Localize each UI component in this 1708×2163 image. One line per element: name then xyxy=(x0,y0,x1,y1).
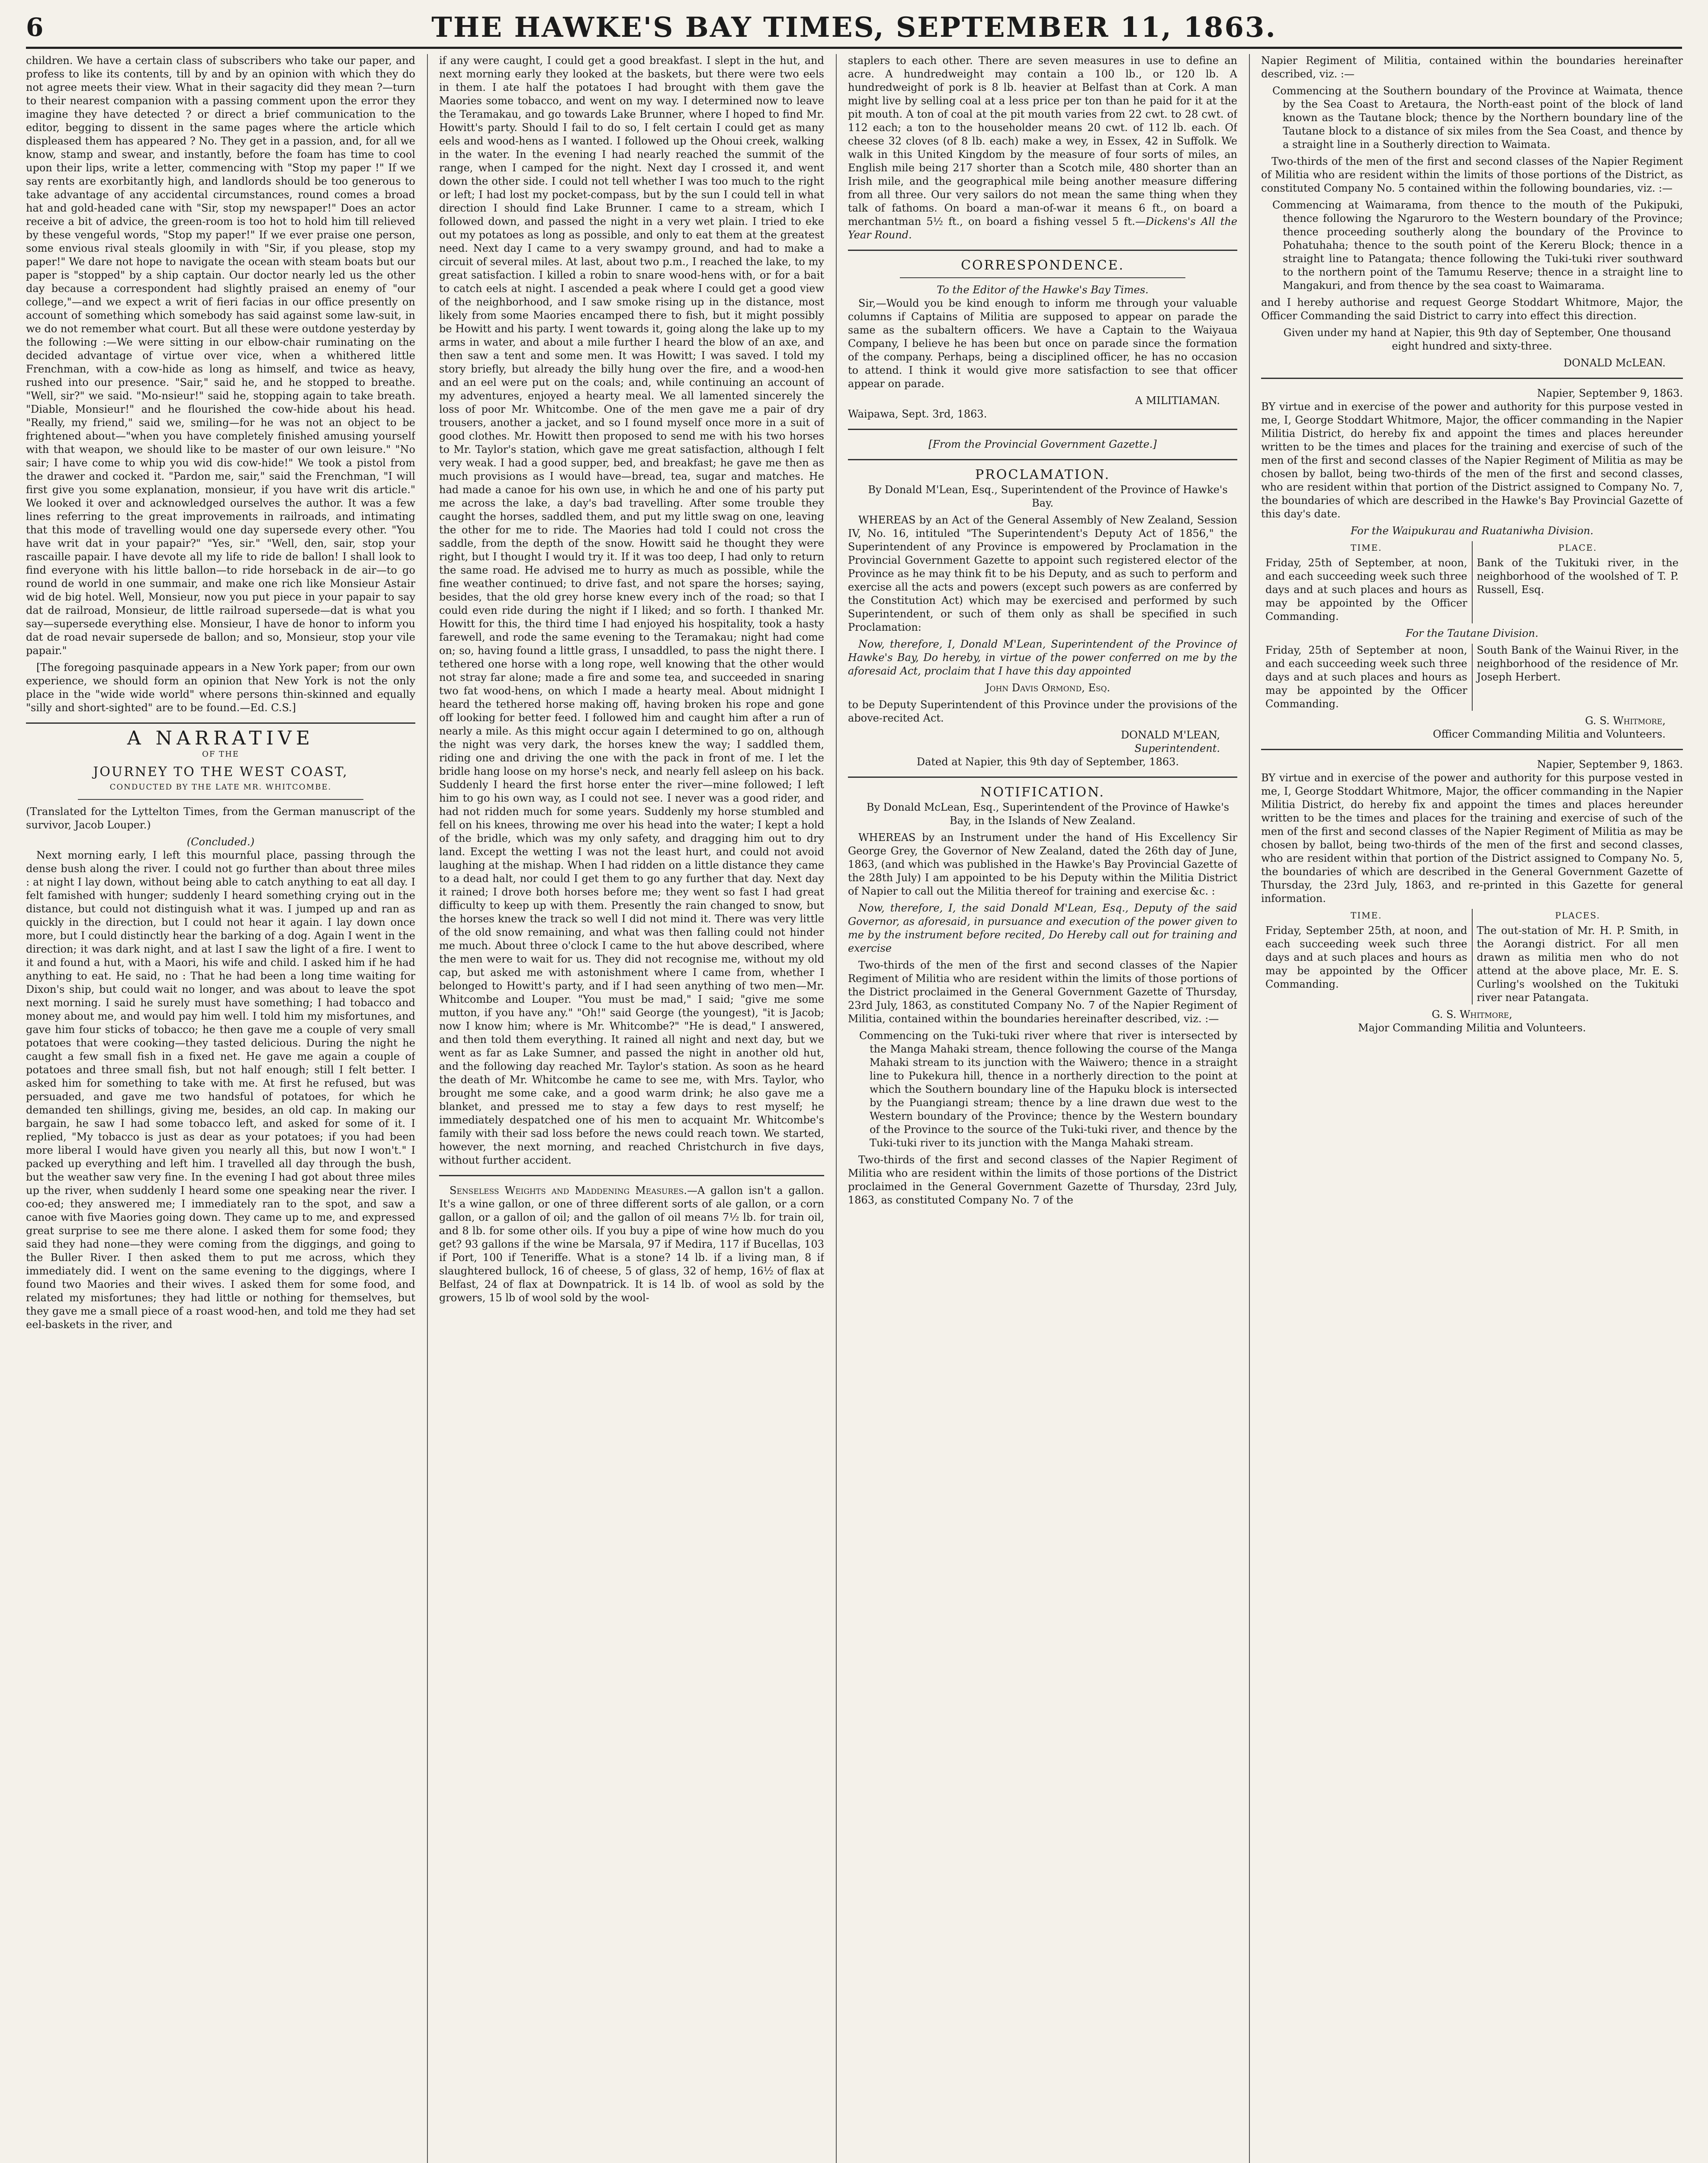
place-label: PLACE. xyxy=(1558,542,1597,553)
divider xyxy=(1261,378,1683,379)
editor-note: [The foregoing pasquinade appears in a New York paper; from our own experience, we should form an opinion that New York is not the only place in the "wide wide world" where persons thin-skinned and equally "silly and short-sighted" are to be found.—Ed. C.S.] xyxy=(26,661,415,714)
correspondence-text: Sir,—Would you be kind enough to inform me through your valuable columns if Captains of Militia are supposed to appear on parade the same as the subaltern officers. We have a Captain to the Waiyaua Company, I believe he has been but once on parade since the formation of the company. Perhaps, being a disciplined officer, he has no occasion to attend. I think it would give more satisfaction to see that officer appear on parade. xyxy=(848,297,1237,390)
weights-continued: staplers to each other. There are seven measures in use to define an acre. A hundredweight may contain a 100 lb., or 120 lb. A hundredweight of pork is 8 lb. heavier at Belfast than at Cork. A man might live by selling coal at a less price per ton than he paid for it at the pit mouth. A ton of coal at the pit mouth varies from 22 cwt. to 28 cwt. of 112 each; a ton to the householder means 20 cwt. of 112 lb. each. Of cheese 32 cloves (of 8 lb. each) make a wey, in Essex, 42 in Suffolk. We walk in this United Kingdom by the measure of four sorts of miles, an English mile being 217 shorter than a Scotch mile, 480 shorter than an Irish mile, and the geographical mile being another measure differing from all three. Our very sailors do not mean the same thing when they talk of fathoms. On board a man-of-war it means 6 ft., on board a merchantman 5½ ft., on board a fishing vessel 5 ft.— xyxy=(848,55,1237,228)
given-signature: DONALD McLEAN. xyxy=(1564,357,1666,369)
column-3 xyxy=(848,54,1237,2163)
column-4 xyxy=(1261,54,1683,2163)
notification-boundary: Commencing on the Tuki-tuki river where that river is intersected by the Manga Mahaki stream, thence following the course of the Manga Mahaki stream to its junction with the Waiwero; thence in a straight line to Pukekura hill, thence in a northerly direction to the point at which the Southern boundary line of the Hapuku block is intersected by the Puangiangi stream; thence by a line drawn due west to the Western boundary of the Province; thence by the Western boundary of the Province to the source of the Tuki-tuki river, and thence by the Tuki-tuki river to its junction with the Manga Mahaki stream. xyxy=(859,1030,1237,1149)
column-2 xyxy=(439,54,824,2163)
divider xyxy=(848,429,1237,430)
two-thirds-paragraph: Two-thirds of the men of the first and second classes of the Napier Regiment of Militia who are resident within the limits of those portions of the District, as constituted Company No. 5 contained within the following boundaries, viz. :— xyxy=(1261,155,1683,194)
divider xyxy=(848,777,1237,778)
schedule-place: The out-station of Mr. H. P. Smith, in the Aorangi district. For all men drawn as militia men who do not attend at the above place, Mr. E. S. Curling's woolshed on the Tukituki river near Patangata. xyxy=(1477,924,1679,1004)
boundary-description: Commencing at the Southern boundary of the Province at Waimata, thence by the Sea Coast to Aretaura, the North-east point of the block of land known as the Tautane block; thence by the Northern boundary line of the Tautane block to a distance of six miles from the Sea Coast, and thence by a straight line in a Southerly direction to Waimata. xyxy=(1272,85,1683,151)
narrative-subtitle: JOURNEY TO THE WEST COAST, xyxy=(93,764,348,780)
schedule-time: Friday, 25th of September at noon, and each succeeding week such three days and at such places and hours as may be appointed by the Officer Commanding. xyxy=(1265,644,1467,710)
notice-2-body: BY virtue and in exercise of the power and authority for this purpose vested in me, I, George Stoddart Whitmore, Major, the officer commanding in the Napier Militia District, do hereby fix and appoint the times and places hereunder written to be the times and places for the training and exercise of such of the men of the first and second classes of the Napier Regiment of Militia as may be chosen by ballot, being two-thirds of the men of the first and second classes, who are resident within that portion of the District assigned to Company No. 5, the boundaries of which are described in the General Government Gazette of Thursday, the 23rd July, 1863, and re-printed in this Gazette for general information. xyxy=(1261,772,1683,905)
authorise-paragraph: and I hereby authorise and request George Stoddart Whitmore, Major, the Officer Commanding the said District to carry into effect this direction. xyxy=(1261,296,1683,322)
masthead xyxy=(26,8,1682,49)
schedule-time: Friday, September 25th, at noon, and each succeeding week such three days and at such places and hours as may be appointed by the Officer Commanding. xyxy=(1265,924,1467,990)
proclamation-heading: PROCLAMATION. xyxy=(975,467,1110,482)
weights-title: Senseless Weights and Maddening Measures. xyxy=(449,1184,687,1197)
divider xyxy=(900,277,1185,278)
schedule-table xyxy=(1261,644,1683,711)
weights-text: —A gallon isn't a gallon. It's a wine gallon, or one of three different sorts of ale gallon, or a corn gallon, or a gallon of oil; and the gallon of oil means 7½ lb. for train oil, and 8 lb. for some other oils. If you buy a pipe of wine how much do you get? 93 gallons if the wine be Marsala, 97 if Medira, 117 if Bucellas, 103 if Port, 100 if Teneriffe. What is a stone? 14 lb. if a living man, 8 if slaughtered bullock, 16 of cheese, 5 of glass, 32 of hemp, 16½ of flax at Belfast, 24 of flax at Downpatrick. It is 14 lb. of wool as sold by the growers, 15 lb of wool sold by the wool- xyxy=(439,1184,824,1304)
divider xyxy=(439,1175,824,1176)
correspondence-heading: CORRESPONDENCE. xyxy=(961,258,1124,273)
notification-heading: NOTIFICATION. xyxy=(980,785,1105,800)
divider xyxy=(78,799,363,800)
divider xyxy=(26,722,415,724)
correspondence-signature: A MILITIAMAN. xyxy=(1135,395,1220,407)
notice-1-division-2: For the Tautane Division. xyxy=(1406,627,1538,639)
given-paragraph: Given under my hand at Napier, this 9th day of September, One thousand eight hundred and sixty-three. xyxy=(1283,327,1671,352)
notification-now: Now, therefore, I, the said Donald M'Lean, Esq., Deputy of the said Governor, as aforesaid, in pursuance and execution of the power given to me by the instrument before recited, Do Hereby call out for training and exercise xyxy=(848,902,1237,954)
schedule-place: South Bank of the Wainui River, in the neighborhood of the residence of Mr. Joseph Herbert. xyxy=(1477,644,1679,683)
notice-2-signature: G. S. Whitmore, xyxy=(1432,1008,1512,1021)
notice-1-signature: G. S. Whitmore, xyxy=(1585,715,1666,727)
newspaper-title: THE HAWKE'S BAY TIMES, SEPTEMBER 11, 1863. xyxy=(431,11,1277,44)
notice-1-signature-title: Officer Commanding Militia and Volunteers. xyxy=(1433,728,1666,740)
notification-by: By Donald McLean, Esq., Superintendent of the Province of Hawke's Bay, in the Islands of New Zealand. xyxy=(866,801,1230,827)
column-rule xyxy=(427,54,428,2163)
divider xyxy=(1261,749,1683,750)
notification-paragraph: Two-thirds of the first and second classes of the Napier Regiment of Militia who are resident within the limits of those portions of the District proclaimed in the General Government Gazette of Thursday, 23rd July, 1863, as constituted Company No. 7 of the xyxy=(848,1154,1237,1206)
places-label: PLACES. xyxy=(1555,910,1600,921)
proclamation-signature: DONALD M'LEAN, xyxy=(1120,729,1220,741)
divider xyxy=(848,250,1237,251)
column-rule xyxy=(836,54,837,2163)
schedule-table xyxy=(1261,541,1683,623)
page-number: 6 xyxy=(26,13,44,42)
time-label: TIME. xyxy=(1350,542,1382,553)
notice-1-date: Napier, September 9, 1863. xyxy=(1537,387,1683,399)
notice-1-body: BY virtue and in exercise of the power and authority for this purpose vested in me, I, George Stoddart Whitmore, Major, the officer commanding in the Napier Militia District, do hereby fix and appoint the times and places hereunder written to be the times and places for the training and exercise of such of the men of the first and second classes of the Napier Regiment of Militia as may be chosen by ballot, being two-thirds of the men of the first and second classes, who are resident within that portion of the District assigned to Company No. 7, the boundaries of which are described in the Hawke's Bay Provincial Gazette of this day's date. xyxy=(1261,401,1683,520)
narrative-paragraph: Next morning early, I left this mournful place, passing through the dense bush along the river. I could not go further than about three miles : at night I lay down, without being able to catch anything to eat all day. I felt famished with hunger; suddenly I heard something crying out in the distance, but could not distinguish what it was. I jumped up and ran as quickly in the direction, but I could not hear it again. I lay down once more, but I could distinctly hear the barking of a dog. Again I went in the direction; it was dark night, and at last I saw the light of a fire. I went to it and found a hut, with a Maori, his wife and child. I asked him if he had anything to eat. He said, no : That he had been a long time waiting for Dixon's ship, but could wait no longer, and was about to leave the spot next morning. I said he surely must have something; I had tobacco and money about me, and would pay him well. I told him my misfortunes, and gave him four sticks of tobacco; he then gave me a couple of very small potatoes that were cooking—they tasted delicious. During the night he caught a few small fish in a fixed net. He gave me again a couple of potatoes and three small fish, but not half enough; still I felt better. I asked him for something to take with me. At first he refused, but was persuaded, and gave me two handsful of potatoes, for which he demanded ten shillings, giving me, besides, an old cap. In making our bargain, he saw I had some tobacco left, and asked for some of it. I replied, "My tobacco is just as dear as your potatoes; if you had been more liberal I would have given you nearly all this, but now I won't." I packed up everything and left him. I travelled all day through the bush, but the weather saw very fine. In the evening I had got about three miles up the river, when suddenly I heard some one speaking near the river. I coo-ed; they answered me; I immediately ran to the spot, and saw a canoe with five Maories going down. They came up to me, and expressed great surprise to see me there alone. I asked them for some food; they said they had none—they were coming from the diggings, and going to the Buller River. I then asked them to put me across, which they immediately did. I went on the same evening to the diggings, where I found two Maories and their wives. I asked them for some food, and related my misfortunes; they had little or nothing for themselves, but they gave me a small piece of a roast wood-hen, and told me they had set eel-baskets in the river, and xyxy=(26,849,415,1331)
proclamation-by: By Donald M'Lean, Esq., Superintendent of the Province of Hawke's Bay. xyxy=(868,484,1228,509)
article-paragraph: children. We have a certain class of subscribers who take our paper, and profess to like its contents, till by and by an opinion with which they do not agree meets their view. What in their sagacity did they mean ?—turn to their nearest companion with a passing comment upon the error they imagine they have detected ? or direct a brief communication to the editor, begging to dissent in the same pages where the article which displeased them has appeared ? No. They get in a passion, and, for all we know, stamp and swear, and instantly, before the foam has time to cool upon their lips, write a letter, commencing with "Stop my paper !" If we say rents are exorbitantly high, and landlords should be too generous to take advantage of any accidental circumstances, round comes a broad hat and gold-headed cane with "Sir, stop my newspaper!" Does an actor receive a bit of advice, the green-room is too hot to hold him till relieved by these vengeful words, "Stop my paper!" If we ever praise one person, some envious rival steals gloomily in with "Sir, if you please, stop my paper!" We dare not hope to navigate the ocean with steam boats but our paper is "stopped" by a ship captain. Our doctor nearly led us the other day because a correspondent had slightly praised an enemy of "our college,"—and we expect a writ of fieri facias in our office presently on account of something which somebody has said against some law-suit, in we do not remember what court. But all these were outdone yesterday by the following :—We were sitting in our elbow-chair ruminating on the decided advantage of virtue over vice, when a whithered little Frenchman, with a cow-hide as long as himself, and twice as heavy, rushed into our presence. "Sair," said he, and he stopped to breathe. "Well, sir?" we said. "Mo-nsieur!" said he, stopping again to take breath. "Diable, Monsieur!" and he flourished the cow-hide about his head. "Really, my friend," said we, smiling—for he was not an object to be frightened about—"when you have completely finished amusing yourself with that weapon, we should like to be master of our own leisure." "No sair; I have come to whip you wid dis cow-hide!" We took a pistol from the drawer and cocked it. "Pardon me, sair," said the Frenchman, "I will first give you some explanation, monsieur, if you have writ dis article." We looked it over and acknowledged ourselves the author. It was a few lines referring to the great improvements in railroads, and intimating that this mode of travelling would one day supersede every other. "You have writ dat in your papair?" "Yes, sir." "Well, den, sair, stop your rascaille papair. I have devote all my life to ride de ballon! I shall look to find everyone with his little ballon—to ride horseback in de air—to go round de world in one summair, and make one rich like Monsieur Astair wid de big hotel. Well, Monsieur, now you put piece in your papair to say dat de railroad, Monsieur, de little railroad supersede—dat is what you say—supersede everything else. Monsieur, I have de honor to inform you dat de road nevair supersede de ballon; and so, Monsieur, stop your vile papair." xyxy=(26,55,415,657)
notification-continued: Napier Regiment of Militia, contained within the boundaries hereinafter described, viz. :— xyxy=(1261,55,1683,80)
boundary-description: Commencing at Waimarama, from thence to the mouth of the Pukipuki, thence following the Ngaruroro to the Western boundary of the Province; thence proceeding southerly along the boundary of the Province to Pohatuhaha; thence to the south point of the Kereru Block; thence in a straight line to Patangata; thence following the Tuki-tuki river southward to the northern point of the Tamumu Reserve; thence in a straight line to Mangakuri, and from thence by the sea coast to Waimarama. xyxy=(1272,199,1683,292)
proclamation-appointee: John Davis Ormond, Esq. xyxy=(985,682,1111,694)
schedule-table xyxy=(1261,909,1683,1004)
proclamation-signature-title: Superintendent. xyxy=(1134,742,1220,754)
narrative-byline: CONDUCTED BY THE LATE MR. WHITCOMBE. xyxy=(109,783,332,792)
translation-note: (Translated for the Lyttelton Times, from the German manuscript of the survivor, Jacob Louper.) xyxy=(26,806,415,831)
narrative-paragraph: if any were caught, I could get a good breakfast. I slept in the hut, and next morning early they looked at the baskets, but there were two eels in them. I ate half the potatoes I had brought with them gave the Maories some tobacco, and went on my way. I determined now to leave the Teramakau, and go towards Lake Brunner, where I hoped to find Mr. Howitt's party. Should I fail to do so, I felt certain I could get as many eels and wood-hens as I wanted. I followed up the Ohoui creek, walking in the water. In the evening I had nearly reached the summit of the range, when I camped for the night. Next day I crossed it, and went down the other side. I could not tell whether I was too much to the right or left; I had lost my pocket-compass, but by the sun I could tell in what direction I should find Lake Brunner. I came to a stream, which I followed down, and passed the night in a very wet plain. I tried to eke out my potatoes as long as possible, and only to eat them at the greatest need. Next day I came to a very swampy ground, and had to make a circuit of several miles. At last, about two p.m., I reached the lake, to my great satisfaction. I killed a robin to snare wood-hens with, or for a bait to catch eels at night. I ascended a peak where I could get a good view of the neighborhood, and I saw smoke rising up in the distance, most likely from some Maories encamped there to fish, but it might possibly be Howitt and his party. I went towards it, going along the lake up to my arms in water, and about a mile further I heard the blow of an axe, and then saw a tent and some men. It was Howitt; I was saved. I told my story briefly, but already the billy hung over the fire, and a wood-hen and an eel were put on the coals; and, while continuing an account of my adventures, enjoyed a hearty meal. We all lamented sincerely the loss of poor Mr. Whitcombe. One of the men gave me a pair of dry trousers, another a jacket, and so I found myself once more in a suit of good clothes. Mr. Howitt then proposed to send me with his two horses to Mr. Taylor's station, which gave me great satisfaction, although I felt very weak. I had a good supper, bed, and breakfast; he gave me then as much provisions as I would have—bread, tea, sugar and matches. He had made a canoe for his own use, in which he and one of his party put me across the lake, a day's bad travelling. After some trouble they caught the horses, saddled them, and put my little swag on one, leaving the other for me to ride. The Maories had told I could not cross the saddle, from the depth of the snow. Howitt said he thought they were right, but I thought I would try it. If it was too deep, I had only to return the same road. He advised me to hurry as much as possible, while the fine weather continued; to drive fast, and not spare the horses; saying, besides, that the old grey horse knew every inch of the road; so that I could even ride during the night if I liked; and so forth. I thanked Mr. Howitt for this, the third time I had enjoyed his hospitality, took a hasty farewell, and rode the same evening to the Teramakau; night had come on; so, having found a little grass, I unsaddled, to pass the night there. I tethered one horse with a long rope, well knowing that the other would not stray far alone; made a fire and some tea, and succeeded in snaring two fat wood-hens, on which I made a hearty meal. About midnight I heard the tethered horse making off, having broken his rope and gone off looking for better feed. I followed him and caught him after a run of nearly a mile. As this might occur again I determined to go on, although the night was very dark, the horses knew the way; I saddled them, riding one and driving the one with the pack in front of me. I let the bridle hang loose on my horse's neck, and nearly fell asleep on his back. Suddenly I heard the first horse enter the river—mine followed; I left him to go his own way, as I could not see. I never was a good rider, and had not ridden much for some years. Suddenly my horse stumbled and fell on his knees, throwing me over his head into the water; I kept a hold of the bridle, which was my only safety, and dragging him out to dry land. Except the wetting I was not the least hurt, and could not avoid laughing at the mishap. When I had ridden on a little distance they came to a dead halt, nor could I get them to go any further that day. Next day it rained; I drove both horses before me; they went so fast I had great difficulty to keep up with them. Presently the rain changed to snow, but the horses knew the track so well I did not mind it. There was very little of the old snow remaining, and what was then falling could not hinder me much. About three o'clock I came to the hut above described, where the men were to wait for us. They did not recognise me, without my old cap, but asked me with astonishment where I came from, whether I belonged to Howitt's party, and if I had seen anything of two men—Mr. Whitcombe and Louper. "You must be mad," I said; "give me some mutton, if you have any." "Oh!" said George (the youngest), "it is Jacob; now I know him; where is Mr. Whitcombe?" "He is dead," I answered, and then told them everything. It rained all night and next day, but we went as far as Lake Sumner, and passed the night in another old hut, and the following day reached Mr. Taylor's station. As soon as he heard the death of Mr. Whitcombe he came to see me, with Mrs. Taylor, who brought me some cake, and a good warm drink; he also gave me a blanket, and pressed me to stay a few days to rest myself; he immediately despatched one of his men to acquaint Mr. Whitcombe's family with their sad loss before the news could reach town. We started, however, the next morning, and reached Christchurch in five days, without further accident. xyxy=(439,55,824,1166)
gazette-note: [From the Provincial Government Gazette.] xyxy=(928,438,1157,450)
weights-source: Dickens's All the Year Round. xyxy=(848,215,1237,241)
column-rule xyxy=(1249,54,1250,2163)
concluded-label: (Concluded.) xyxy=(186,836,255,848)
narrative-title: A NARRATIVE xyxy=(127,727,315,749)
correspondence-place: Waipawa, Sept. 3rd, 1863. xyxy=(848,408,987,420)
schedule-place: Bank of the Tukituki river, in the neighborhood of the woolshed of T. P. Russell, Esq. xyxy=(1477,557,1679,596)
notice-2-signature-title: Major Commanding Militia and Volunteers. xyxy=(1358,1022,1586,1034)
divider xyxy=(848,459,1237,460)
notice-2-date: Napier, September 9, 1863. xyxy=(1537,758,1683,770)
column-1 xyxy=(26,54,415,2163)
notification-paragraph: Two-thirds of the men of the first and second classes of the Napier Regiment of Militia who are resident within the limits of those portions of the District proclaimed in the General Government Gazette of Thursday, 23rd July, 1863, as constituted Company No. 7 of the Napier Regiment of Militia, contained within the boundaries hereinafter described, viz. :— xyxy=(848,959,1237,1025)
notification-body: WHEREAS by an Instrument under the hand of His Excellency Sir George Grey, the Governor of New Zealand, dated the 26th day of June, 1863, (and which was published in the Hawke's Bay Provincial Gazette of the 28th July) I am appointed to be his Deputy within the Militia District of Napier to call out the Militia thereof for training and exercise &c. : xyxy=(848,831,1237,897)
proclamation-dated: Dated at Napier, this 9th day of September, 1863. xyxy=(916,756,1179,768)
proclamation-now: Now, therefore, I, Donald M'Lean, Superintendent of the Province of Hawke's Bay, Do hereby, in virtue of the power conferred on me by the aforesaid Act, proclaim that I have this day appointed xyxy=(848,638,1237,677)
correspondence-to: To the Editor of the Hawke's Bay Times. xyxy=(937,284,1149,296)
proclamation-body: WHEREAS by an Act of the General Assembly of New Zealand, Session IV, No. 16, intituled "The Superintendent's Deputy Act of 1856," the Superintendent of any Province is empowered by Proclamation in the Provincial Government Gazette to appoint such registered elector of the Province as he may think fit to be his Deputy, and as such to perform and exercise all the acts and powers (except such powers as are conferred by the Constitution Act) which may be exercised and performed by such Superintendent, or such of them only as shall be specified in such Proclamation: xyxy=(848,514,1237,633)
notice-1-division: For the Waipukurau and Ruataniwha Division. xyxy=(1350,525,1594,537)
narrative-of: OF THE xyxy=(202,750,239,759)
time-label: TIME. xyxy=(1350,910,1382,921)
schedule-time: Friday, 25th of September, at noon, and each succeeding week such three days and at such places and hours as may be appointed by the Officer Commanding. xyxy=(1265,557,1467,623)
proclamation-end: to be Deputy Superintendent of this Province under the provisions of the above-recited Act. xyxy=(848,699,1237,724)
